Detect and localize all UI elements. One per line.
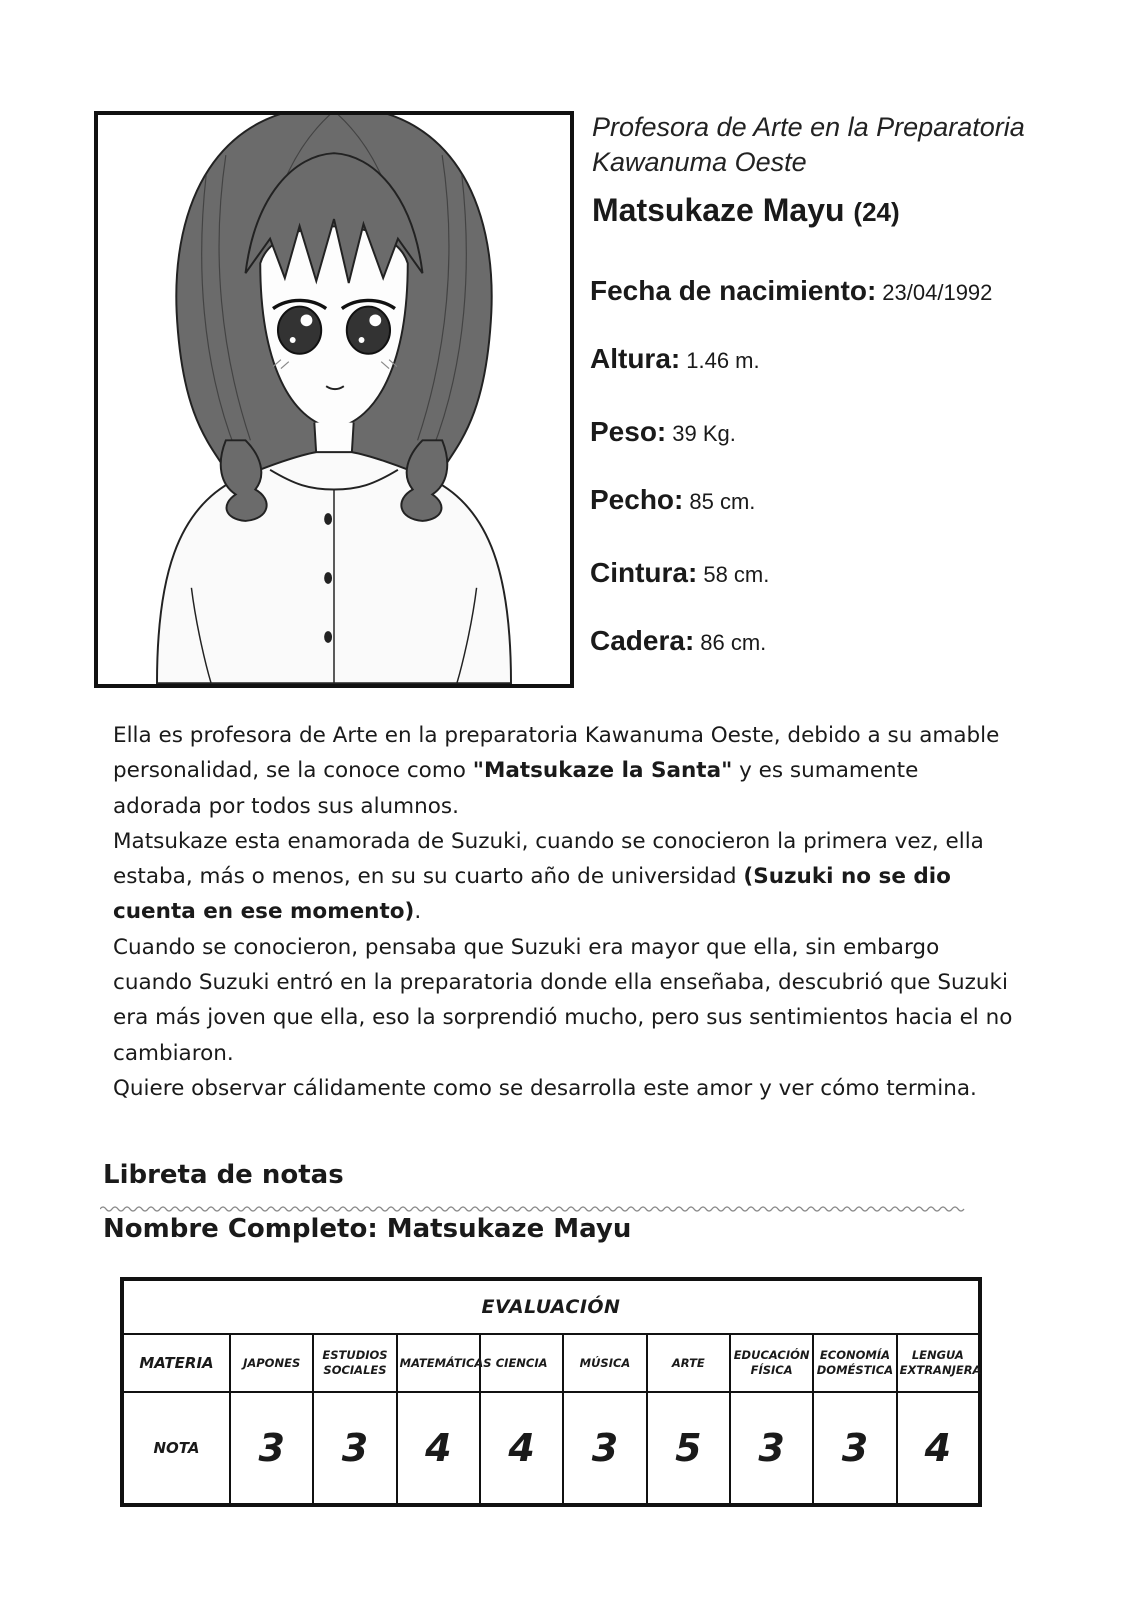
subject-text: EXTRANJERA bbox=[899, 1363, 982, 1377]
subject-cell bbox=[647, 1334, 730, 1392]
stat-bust bbox=[590, 483, 755, 519]
subject-text: ARTE bbox=[671, 1355, 705, 1370]
character-role: Profesora de Arte en la Preparatoria Kawanuma Oeste bbox=[592, 112, 1025, 177]
character-name-row bbox=[592, 190, 1112, 232]
stat-value: 23/04/1992 bbox=[882, 280, 993, 305]
stat-label: Altura: bbox=[590, 343, 681, 374]
subject-text: EDUCACIÓN bbox=[733, 1348, 810, 1362]
stat-value: 39 Kg. bbox=[672, 421, 736, 446]
subject-cell bbox=[230, 1334, 313, 1392]
subject-cell bbox=[730, 1334, 813, 1392]
stat-label: Pecho: bbox=[590, 484, 684, 515]
bio-paragraph: Quiere observar cálidamente como se desarrolla este amor y ver cómo termina. bbox=[113, 1075, 977, 1101]
subject-row-label: MATERIA bbox=[122, 1334, 230, 1392]
character-age: (24) bbox=[853, 197, 900, 227]
bio-paragraph: Cuando se conocieron, pensaba que Suzuki era mayor que ella, sin embargo cuando Suzuki entró en la preparatoria donde ella enseñaba, descubrió que Suzuki era más joven que ella, eso la sorprendió mucho, pero sus sentimientos hacia el no cambiaron. bbox=[113, 934, 1013, 1066]
grade-cell: 3 bbox=[230, 1392, 313, 1505]
character-biography bbox=[113, 718, 1013, 1106]
bio-paragraph bbox=[113, 824, 1013, 930]
stat-height bbox=[590, 342, 760, 378]
subject-text: DOMÉSTICA bbox=[816, 1363, 894, 1377]
stat-waist bbox=[590, 556, 769, 592]
subject-cell bbox=[480, 1334, 563, 1392]
subject-text: FÍSICA bbox=[750, 1363, 793, 1377]
subject-cell bbox=[313, 1334, 396, 1392]
subject-text: JAPONES bbox=[243, 1355, 301, 1370]
subject-text: MATEMÁTICAS bbox=[399, 1355, 492, 1370]
bio-emphasis: (Suzuki no se dio cuenta en ese momento) bbox=[113, 864, 951, 925]
grade-cell: 3 bbox=[563, 1392, 646, 1505]
stat-label: Peso: bbox=[590, 416, 667, 447]
subject-cell bbox=[897, 1334, 980, 1392]
report-card-fullname: Nombre Completo: Matsukaze Mayu bbox=[103, 1214, 632, 1244]
stat-hips bbox=[590, 624, 766, 660]
subject-cell bbox=[397, 1334, 492, 1392]
subject-row bbox=[122, 1334, 980, 1392]
grade-cell: 3 bbox=[313, 1392, 396, 1505]
stat-value: 86 cm. bbox=[700, 630, 767, 655]
character-portrait bbox=[94, 111, 574, 688]
subject-cell bbox=[813, 1334, 896, 1392]
subject-text: CIENCIA bbox=[495, 1355, 548, 1370]
character-illustration bbox=[98, 115, 570, 684]
stat-value: 85 cm. bbox=[689, 489, 756, 514]
bio-text: y es sumamente adorada por todos sus alumnos. bbox=[113, 758, 919, 819]
wavy-divider bbox=[100, 1204, 995, 1214]
subject-text: SOCIALES bbox=[323, 1363, 387, 1377]
subject-text: MÚSICA bbox=[579, 1355, 631, 1370]
subject-text: LENGUA bbox=[911, 1348, 964, 1362]
grade-cell: 5 bbox=[647, 1392, 730, 1505]
bio-text: . bbox=[414, 899, 422, 925]
stat-label: Cintura: bbox=[590, 557, 698, 588]
stat-value: 58 cm. bbox=[703, 562, 770, 587]
report-card-title: Libreta de notas bbox=[103, 1160, 344, 1190]
stat-value: 1.46 m. bbox=[686, 348, 760, 373]
bio-nickname: "Matsukaze la Santa" bbox=[472, 758, 733, 784]
character-name: Matsukaze Mayu bbox=[592, 192, 845, 228]
subject-text: ECONOMÍA bbox=[819, 1348, 891, 1362]
grade-row bbox=[122, 1392, 980, 1505]
bio-paragraph bbox=[113, 718, 1013, 824]
subject-cell bbox=[563, 1334, 646, 1392]
stat-label: Fecha de nacimiento: bbox=[590, 275, 877, 306]
profile-info bbox=[592, 110, 1112, 232]
evaluation-header: EVALUACIÓN bbox=[122, 1279, 980, 1334]
grade-cell: 3 bbox=[813, 1392, 896, 1505]
grade-cell: 4 bbox=[897, 1392, 980, 1505]
table-header-row bbox=[122, 1279, 980, 1334]
grade-table bbox=[120, 1277, 982, 1507]
stat-label: Cadera: bbox=[590, 625, 695, 656]
stat-weight bbox=[590, 415, 736, 451]
bio-text: Ella es profesora de Arte en la preparatoria Kawanuma Oeste, debido a su amable personalidad, se la conoce como bbox=[113, 723, 1000, 784]
stat-birthdate bbox=[590, 274, 992, 310]
grade-cell: 3 bbox=[730, 1392, 813, 1505]
grade-row-label: NOTA bbox=[122, 1392, 230, 1505]
bio-text: Matsukaze esta enamorada de Suzuki, cuando se conocieron la primera vez, ella estaba, más o menos, en su su cuarto año de universidad bbox=[113, 828, 984, 890]
subject-text: ESTUDIOS bbox=[322, 1348, 388, 1362]
grade-cell: 4 bbox=[397, 1392, 480, 1505]
grade-cell: 4 bbox=[480, 1392, 563, 1505]
